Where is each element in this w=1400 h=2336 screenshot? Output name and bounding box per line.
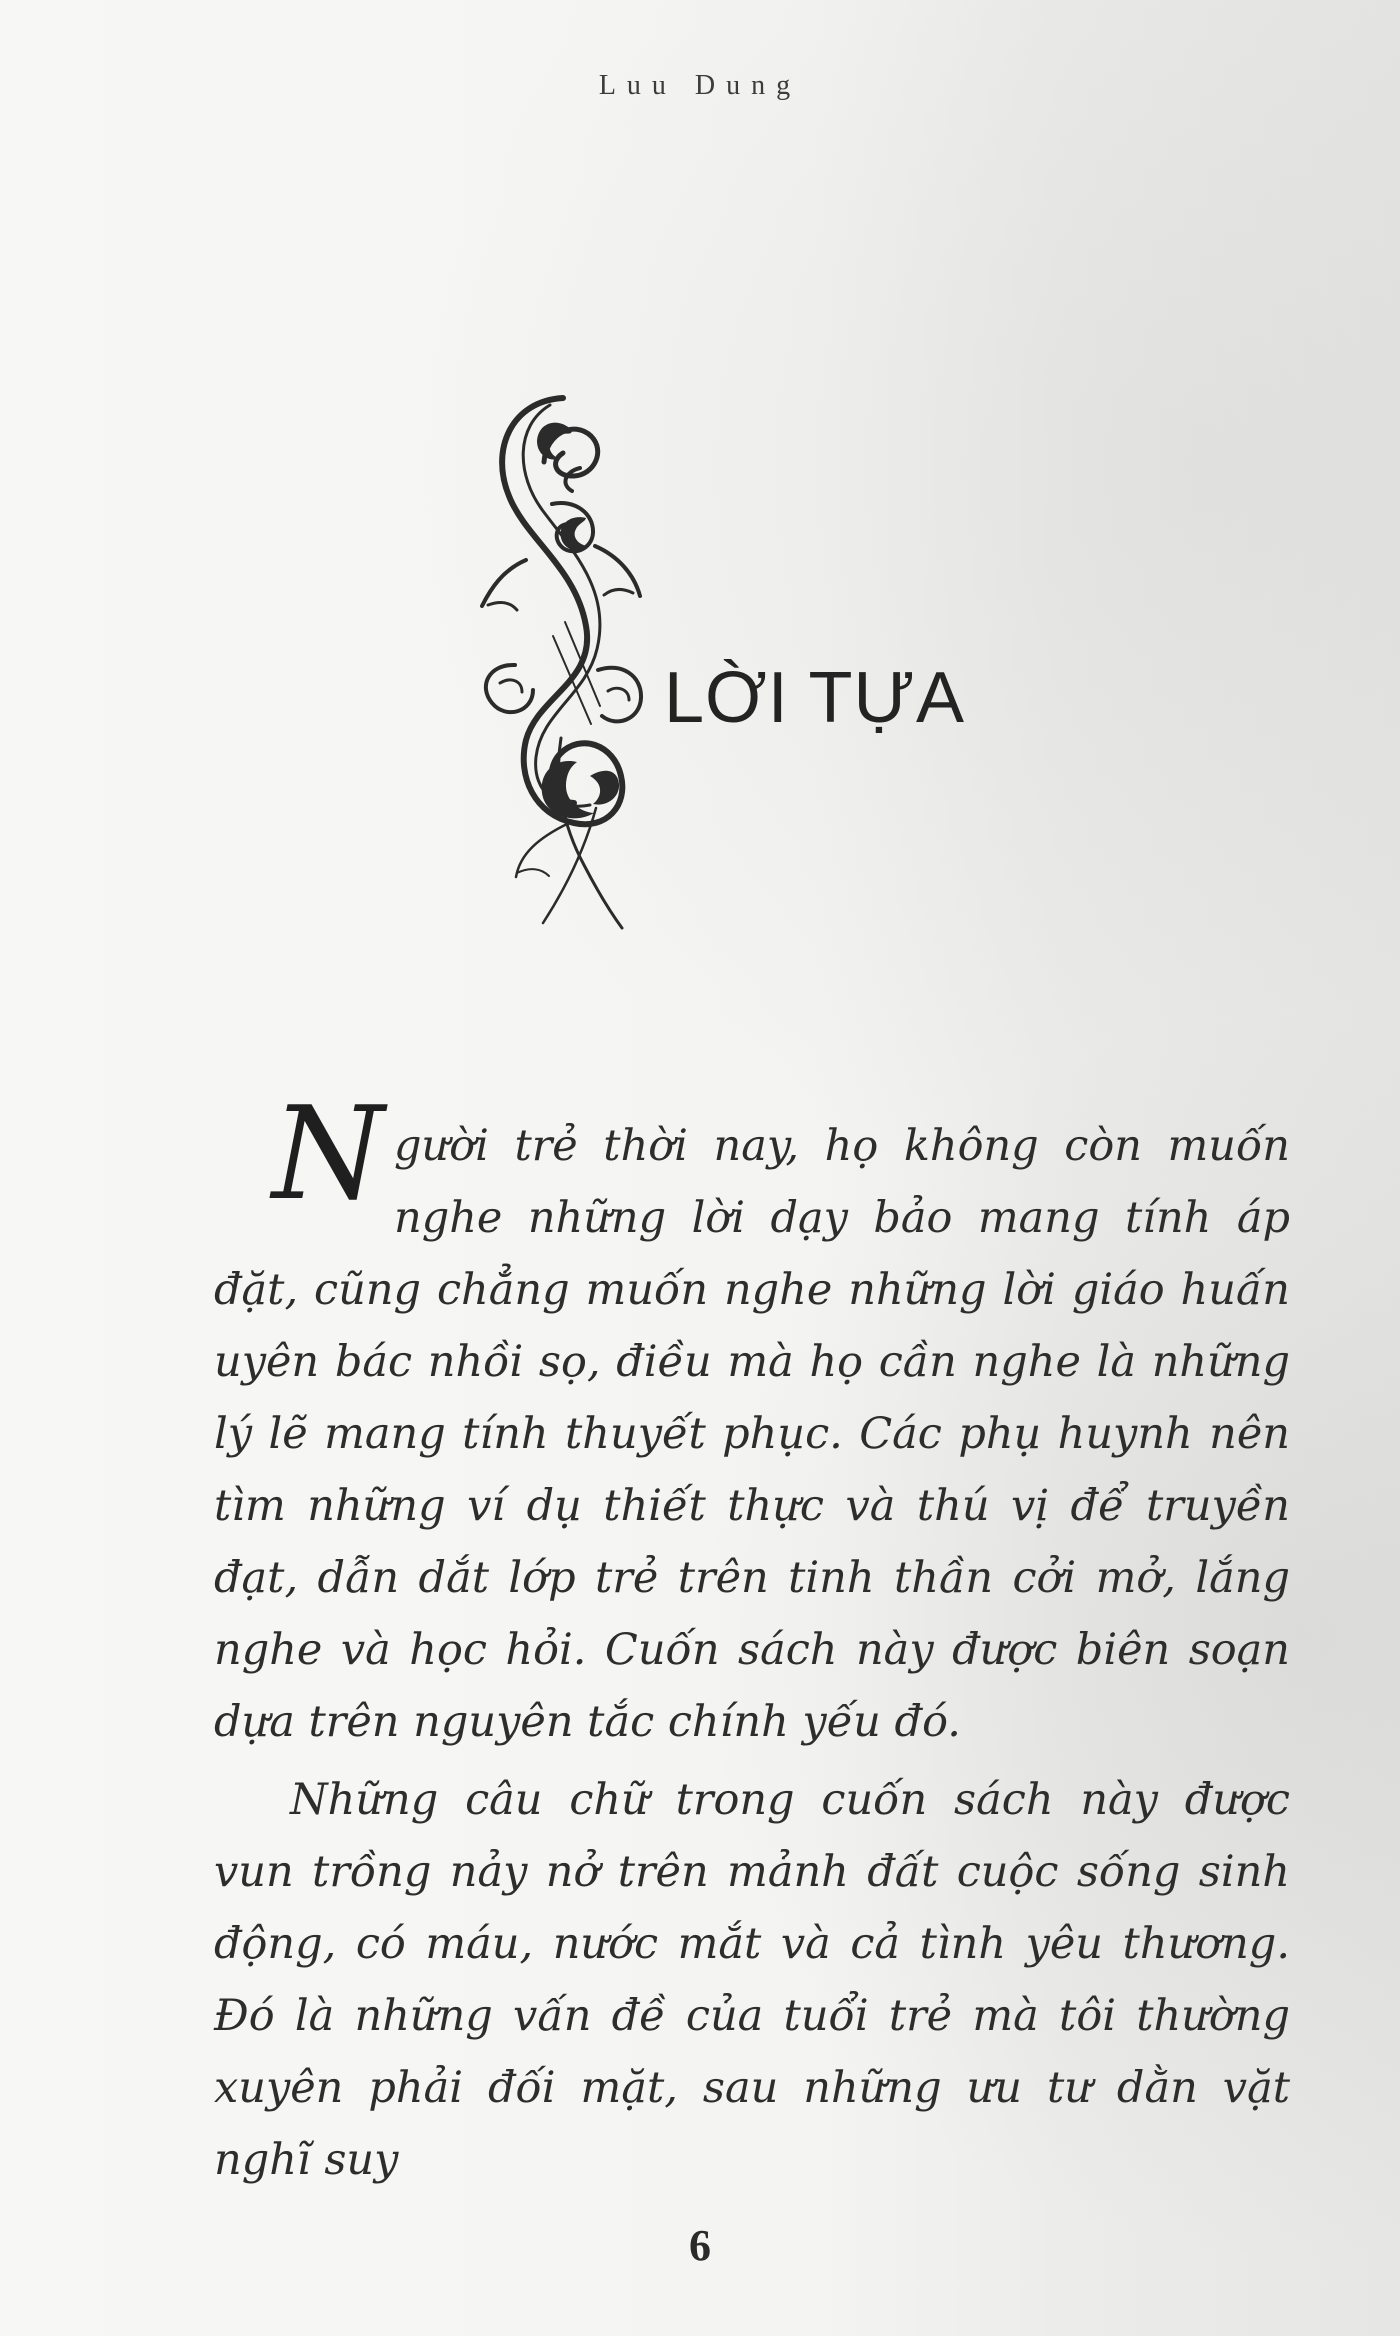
body-paragraph-1: [214, 1080, 1290, 1758]
decorative-scroll-ornament-icon: [468, 380, 658, 940]
body-paragraph-2: Những câu chữ trong cuốn sách này được vun trồng nảy nở trên mảnh đất cuộc sống sinh động, có máu, nước mắt và cả tình yêu thương. Đó là những vấn đề của tuổi trẻ mà tôi thường xuyên phải đối mặt, sau những ưu tư dằn vặt nghĩ suy: [214, 1775, 1290, 2185]
page-number: 6: [689, 2221, 711, 2270]
drop-cap: N: [272, 1080, 384, 1229]
chapter-title: LỜI TỰA: [664, 658, 965, 738]
body-paragraph-1-text: gười trẻ thời nay, họ không còn muốn nghe những lời dạy bảo mang tính áp đặt, cũng chẳng muốn nghe những lời giáo huấn uyên bác nhồi sọ, điều mà họ cần nghe là những lý lẽ mang tính thuyết phục. Các phụ huynh nên tìm những ví dụ thiết thực và thú vị để truyền đạt, dẫn dắt lớp trẻ trên tinh thần cởi mở, lắng nghe và học hỏi. Cuốn sách này được biên soạn dựa trên nguyên tắc chính yếu đó.: [214, 1121, 1290, 1747]
running-header: Luu Dung: [598, 70, 802, 101]
